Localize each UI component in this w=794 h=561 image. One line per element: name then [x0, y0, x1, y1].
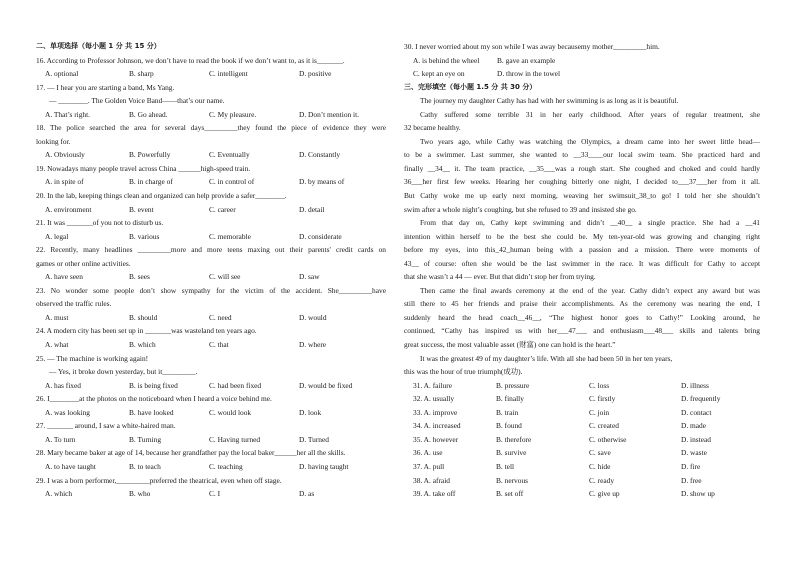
question-line: 25. — The machine is working again!	[36, 353, 149, 363]
option: C. I	[209, 489, 221, 499]
option: B. gave an example	[497, 55, 556, 65]
option: A. is behind the wheel	[413, 55, 480, 65]
option: D. Constantly	[299, 150, 341, 160]
question-line: looking for.	[36, 136, 71, 146]
passage-line: It was the greatest 49 of my daughter’s life. With all she had been 50 in her ten years,	[420, 353, 673, 363]
option: A. in spite of	[45, 177, 84, 187]
option: B. found	[496, 421, 522, 431]
option: A. have seen	[45, 272, 83, 282]
option: D. illness	[681, 380, 709, 390]
option: D. Don’t mention it.	[299, 109, 360, 119]
option: 35. A. however	[413, 434, 459, 444]
answer-options	[36, 338, 386, 352]
option: 34. A. increased	[413, 421, 461, 431]
option: B. should	[129, 312, 158, 322]
option: C. had been fixed	[209, 380, 262, 390]
question-line: suddenly heard the head coach__46__, “The highest honor goes to Cathy!” Looking around, he	[404, 312, 760, 322]
question-line: 30. I never worried about my son while I was away becausemy mother_________him.	[404, 42, 660, 51]
cloze-options	[404, 433, 760, 447]
option: A. must	[45, 312, 69, 322]
option: D. Turned	[299, 434, 329, 444]
option: C. join	[589, 407, 610, 417]
cloze-options	[404, 392, 760, 406]
passage-line: Two years ago, while Cathy was watching the Olympics, a dream came into her sweet little head—	[420, 136, 760, 146]
question-line: 29. I was a born performer,_________preferred the theatrical, even when off stage.	[36, 475, 282, 485]
option: B. sees	[129, 272, 150, 282]
option: C. ready	[589, 475, 615, 485]
option: 37. A. pull	[413, 461, 445, 471]
option: A. To turn	[45, 434, 76, 444]
answer-options	[404, 54, 760, 68]
question-line: still there to 45 her friends and praise their accomplishments. As the ceremony was nearing the end, I	[404, 299, 760, 309]
option: C. hide	[589, 461, 611, 471]
option: D. detail	[299, 204, 325, 214]
dialogue-line: — Yes, it broke down yesterday, but it_________.	[49, 367, 198, 377]
option: D. as	[299, 489, 315, 499]
option: B. is being fixed	[129, 380, 178, 390]
section-heading: 二、单项选择（每小题 1 分 共 15 分）	[36, 42, 161, 50]
option: A. what	[45, 340, 69, 350]
option: 32. A. usually	[413, 394, 455, 404]
answer-options	[36, 270, 386, 284]
option: B. Turning	[129, 434, 162, 444]
option: D. where	[299, 340, 327, 350]
option: B. train	[496, 407, 519, 417]
right-column	[404, 40, 760, 501]
option: B. who	[129, 489, 151, 499]
option: B. set off	[496, 489, 524, 499]
option: C. career	[209, 204, 236, 214]
option: D. by means of	[299, 177, 345, 187]
passage-line: From that day on, Cathy kept swimming and didn’t __40__ a single practice. She had a __41	[420, 218, 760, 228]
option: D. contact	[681, 407, 712, 417]
option: B. in charge of	[129, 177, 173, 187]
cloze-options	[404, 379, 760, 393]
option: D. show up	[681, 489, 715, 499]
option: B. Powerfully	[129, 150, 171, 160]
option: B. tell	[496, 461, 515, 471]
question-line: great success, the most valuable asset (财富) one can hold is the heart.”	[404, 340, 616, 350]
option: C. kept an eye on	[413, 69, 465, 79]
option: B. finally	[496, 394, 524, 404]
question-line: this was the hour of true triumph(成功).	[404, 367, 523, 377]
answer-options	[36, 311, 386, 325]
option: B. have looked	[129, 407, 174, 417]
answer-options	[36, 230, 386, 244]
option: A. which	[45, 489, 73, 499]
option: C. teaching	[209, 461, 243, 471]
option: B. which	[129, 340, 156, 350]
option: C. that	[209, 340, 229, 350]
option: B. sharp	[129, 69, 154, 79]
question-line: 17. — I hear you are starting a band, Ms Yang.	[36, 82, 175, 92]
option: D. positive	[299, 69, 332, 79]
option: D. frequently	[681, 394, 721, 404]
answer-options	[404, 67, 760, 81]
option: C. give up	[589, 489, 620, 499]
answer-options	[36, 175, 386, 189]
question-line: swim after a whole night’s coughing, but she refused to 39 and insisted she go.	[404, 204, 637, 214]
option: A. That’s right.	[45, 109, 91, 119]
option: D. would	[299, 312, 327, 322]
question-line: 24. A modern city has been set up in _______was wasteland ten years ago.	[36, 326, 257, 336]
option: 39. A. take off	[413, 489, 456, 499]
question-line: 43__ of course: often she would be the last swimmer in the race. It was difficult for Cathy to accept	[404, 258, 760, 268]
answer-options	[36, 108, 386, 122]
option: B. Go ahead.	[129, 109, 168, 119]
answer-options	[36, 406, 386, 420]
option: 36. A. use	[413, 448, 443, 458]
option: C. save	[589, 448, 611, 458]
option: C. intelligent	[209, 69, 248, 79]
question-line: 19. Nowadays many people travel across China ______high-speed train.	[36, 163, 251, 173]
answer-options	[36, 379, 386, 393]
option: D. throw in the towel	[497, 69, 561, 79]
question-line: observed the traffic rules.	[36, 299, 112, 309]
cloze-options	[404, 474, 760, 488]
option: 31. A. failure	[413, 380, 452, 390]
option: D. free	[681, 475, 702, 485]
option: A. was looking	[45, 407, 90, 417]
answer-options	[36, 203, 386, 217]
question-line: 22. Recently, many headlines _________more and more teens maxing out their parents' credit cards on	[36, 245, 386, 255]
cloze-options	[404, 406, 760, 420]
question-line: 32 became healthy.	[404, 123, 461, 133]
option: D. look	[299, 407, 322, 417]
option: D. having taught	[299, 461, 349, 471]
option: D. instead	[681, 434, 711, 444]
question-line: before my eyes, into this_42_human being with a passion and a mission. There were moments of	[404, 245, 760, 255]
option: C. need	[209, 312, 232, 322]
passage-line: Cathy suffered some terrible 31 in her early childhood. After years of regular treatment, she	[420, 109, 760, 119]
option: C. loss	[589, 380, 610, 390]
option: 33. A. improve	[413, 407, 458, 417]
question-line: continued, “Cathy has inspired us with her___47___ and enthusiasm___48___ skills and talents bring	[404, 326, 760, 336]
option: B. event	[129, 204, 154, 214]
question-line: 18. The police searched the area for several days_________they found the piece of evidence they were	[36, 123, 386, 133]
cloze-options	[404, 460, 760, 474]
option: B. pressure	[496, 380, 530, 390]
question-line: 23. No wonder some people don’t show sympathy for the victim of the accident. She_________have	[36, 285, 386, 295]
option: B. to teach	[129, 461, 161, 471]
option: D. fire	[681, 461, 701, 471]
question-line: 21. It was _______of you not to disturb us.	[36, 218, 164, 228]
answer-options	[36, 148, 386, 162]
question-line: 20. In the lab, keeping things clean and organized can help provide a safer________.	[36, 191, 287, 201]
option: C. in control of	[209, 177, 255, 187]
question-line: But Cathy woke me up early next morning, weaving her swimsuit_38_to go! I told her she shouldn’t	[404, 191, 760, 201]
option: 38. A. afraid	[413, 475, 450, 485]
option: B. various	[129, 231, 160, 241]
question-line: intention within herself to be the best she could be. My ten-year-old was growing and changing right	[404, 231, 760, 241]
option: A. to have taught	[45, 461, 96, 471]
answer-options	[36, 67, 386, 81]
option: A. has fixed	[45, 380, 81, 390]
option: C. firstly	[589, 394, 616, 404]
option: C. Eventually	[209, 150, 250, 160]
cloze-options	[404, 487, 760, 501]
answer-options	[36, 487, 386, 501]
option: C. My pleasure.	[209, 109, 257, 119]
answer-options	[36, 460, 386, 474]
option: D. waste	[681, 448, 707, 458]
option: B. therefore	[496, 434, 532, 444]
option: B. nervous	[496, 475, 529, 485]
dialogue-line: — ________. The Golden Voice Band——that’s our name.	[49, 96, 225, 106]
option: A. Obviously	[45, 150, 85, 160]
option: C. memorable	[209, 231, 251, 241]
cloze-options	[404, 446, 760, 460]
option: D. saw	[299, 272, 320, 282]
left-column	[36, 40, 386, 501]
answer-options	[36, 433, 386, 447]
question-line: finally __34__ it. The team practice, __35___was a rough start. She coughed and choked and could hardly	[404, 163, 760, 173]
option: D. would be fixed	[299, 380, 353, 390]
option: C. will see	[209, 272, 241, 282]
option: A. legal	[45, 231, 69, 241]
option: D. considerate	[299, 231, 342, 241]
section-heading: 三、完形填空（每小题 1.5 分 共 30 分）	[404, 82, 537, 91]
question-line: 36___her first few weeks. Hearing her coughing bitterly one night, I decided to___37___her from it all.	[404, 177, 760, 187]
question-line: 28. Mary became baker at age of 14, because her grandfather pay the local baker______her all the skills.	[36, 448, 346, 458]
question-line: 27. _______ around, I saw a white-haired man.	[36, 421, 176, 431]
question-line: 16. According to Professor Johnson, we don’t have to read the book if we don’t want to, as it is_______.	[36, 55, 345, 65]
option: C. Having turned	[209, 434, 261, 444]
option: B. survive	[496, 448, 527, 458]
question-line: games or other online activities.	[36, 258, 131, 268]
option: D. made	[681, 421, 707, 431]
option: A. environment	[45, 204, 92, 214]
question-line: that she wasn’t a 44 — ever. But that didn’t stop her from trying.	[404, 272, 596, 282]
option: A. optional	[45, 69, 79, 79]
question-line: to be a swimmer. Last summer, she wanted to __33____our local swim team. She practiced hard and	[404, 150, 760, 160]
option: C. created	[589, 421, 619, 431]
option: C. would look	[209, 407, 252, 417]
cloze-options	[404, 419, 760, 433]
question-line: 26. I________at the photos on the noticeboard when I heard a voice behind me.	[36, 394, 272, 404]
option: C. otherwise	[589, 434, 627, 444]
passage-line: Then came the final awards ceremony at the end of the year. Cathy didn’t expect any award but was	[420, 285, 760, 295]
passage-line: The journey my daughter Cathy has had with her swimming is as long as it is beautiful.	[420, 96, 679, 106]
